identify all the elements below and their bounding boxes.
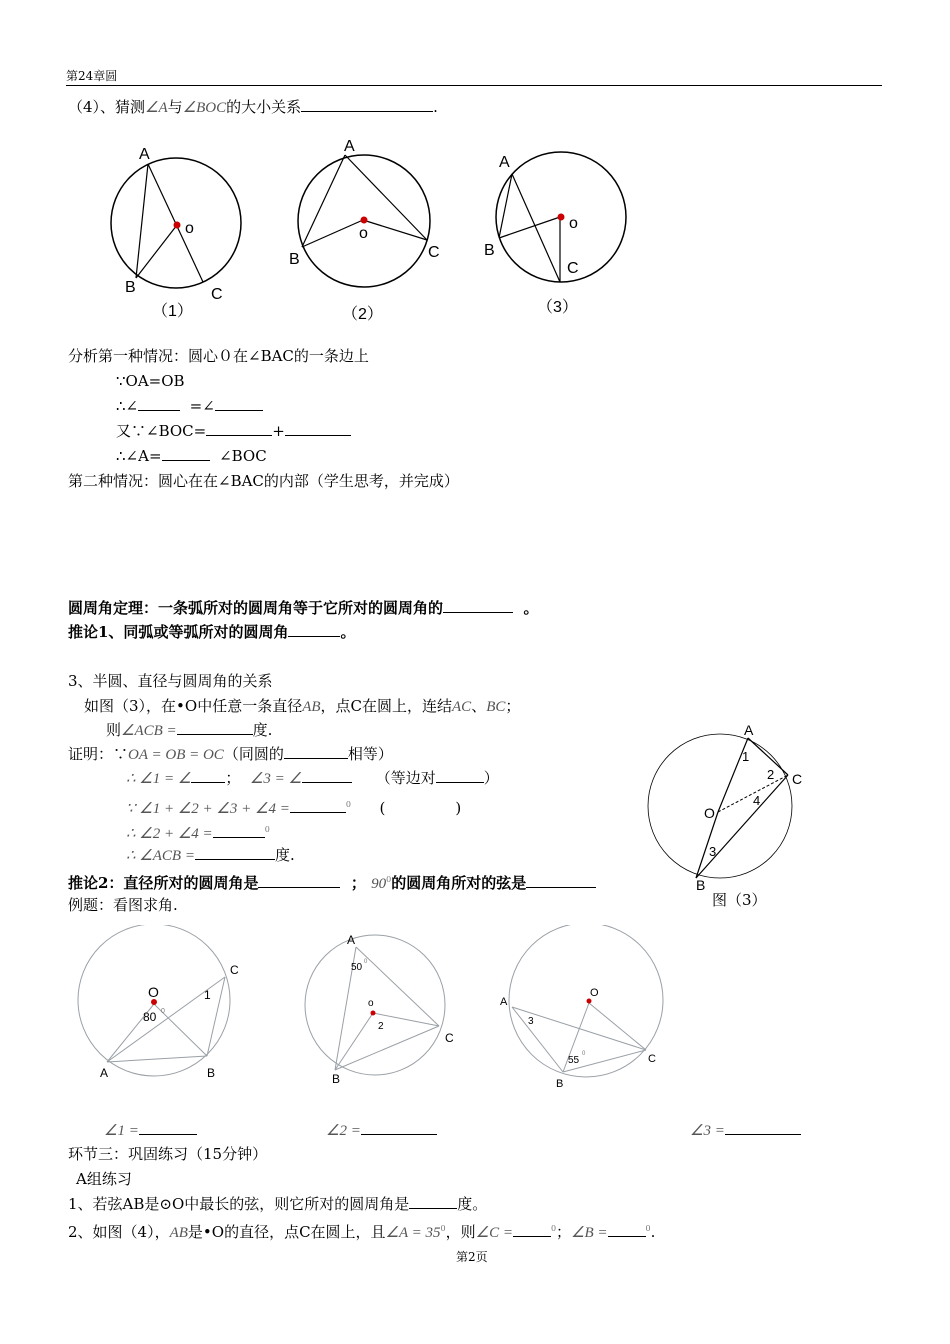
theorem-end: 。 [523,599,539,617]
p2-blank-3[interactable] [436,768,484,783]
q2d: ∠A = 35 [385,1225,441,1241]
theorem-text: 圆周角定理：一条弧所对的圆周角等于它所对的圆周角的 [68,599,444,617]
p2e: ） [483,769,499,787]
q4-angle-a: ∠A [145,100,168,116]
ex3-label-b: B [556,1078,564,1090]
s3-l1e: 、 [471,697,487,715]
fig3-label-a: A [499,154,510,171]
p1d: 相等） [347,745,393,763]
fig3r-label-c: C [792,771,803,787]
q1-blank[interactable] [409,1194,457,1209]
fig3-label-b: B [484,242,495,259]
p5a: ∴ ∠ACB = [126,848,195,864]
example-figure-1 [78,925,239,1080]
practice-q1 [68,1194,487,1214]
section3-title: 3、半圆、直径与圆周角的关系 [68,672,273,690]
p4b-degree: 0 [264,825,270,834]
cor2a: 推论2：直径所对的圆周角是 [68,874,259,892]
l3-blank-2[interactable] [285,421,351,436]
l4-blank[interactable] [162,446,210,461]
theorem-blank[interactable] [443,598,513,613]
p3d: ) [455,799,462,817]
ans3-blank[interactable] [725,1120,801,1135]
q4-text: （4）、猜测 [68,98,146,116]
p2a: ∴ ∠1 = ∠ [126,771,192,787]
l3-b: + [272,422,285,440]
cor2-blank-2[interactable] [526,873,596,888]
q2e-degree: 0 [440,1224,446,1233]
cor1-text: 推论1、同弧或等弧所对的圆周角 [68,623,289,641]
ex3-label-o: O [590,987,599,999]
p2c: ∠3 = ∠ [249,771,302,787]
fig3-label-o: o [569,215,578,232]
q1b: 度。 [457,1195,488,1213]
figure-3 [484,152,626,316]
figure-2 [289,138,440,323]
ex3-degree: 0 [582,1051,586,1057]
proof-line5 [126,845,295,866]
ex2-label-b: B [332,1072,341,1086]
fig3-label-c: C [567,260,579,277]
fig1-caption: （1） [152,303,193,320]
s3-l1a: 如图（3），在•O中任意一条直径 [84,697,303,715]
q1a: 1、若弦AB是⊙O中最长的弦，则它所对的圆周角是 [68,1195,410,1213]
fig3r-label-o: O [704,805,715,821]
ex1-angle-1: 1 [204,988,211,1002]
ex2-label-a: A [347,933,356,947]
analysis-line2 [116,396,263,416]
proof-line3 [126,795,461,819]
q4-angle-boc: ∠BOC [182,100,227,116]
q4-end: . [433,98,438,116]
section3-line2 [106,720,272,741]
cor1-blank[interactable] [288,622,340,637]
fig2-label-o: o [359,225,368,242]
practice-q2 [68,1219,655,1243]
ex2-angle-2: 2 [378,1021,384,1032]
answer-angle-2 [326,1120,437,1141]
l2-b: =∠ [189,397,215,415]
fig3r-angle-3: 3 [709,844,717,859]
ex2-degree: 0 [364,959,368,965]
proof-line4 [126,820,270,844]
ans1-blank[interactable] [139,1120,197,1135]
s3-l1b: AB [302,699,321,715]
l3-a: 又∵∠BOC= [116,422,207,440]
ex1-label-c: C [230,963,239,977]
p1b: OA = OB = OC [128,747,224,763]
q2a: 2、如图（4）， [68,1223,170,1241]
q2-blank-b[interactable] [608,1222,646,1237]
fig2-label-b: B [289,251,300,268]
analysis-case2: 第二种情况：圆心在在∠BAC的内部（学生思考，并完成） [68,472,459,490]
figure-1 [111,146,241,320]
s3-l2b: ∠ACB = [121,723,177,739]
ex3-angle-3: 3 [528,1016,534,1027]
p3b-degree: 0 [345,800,351,809]
analysis-case1: 分析第一种情况：圆心０在∠BAC的一条边上 [68,347,369,365]
ex1-label-a: A [100,1066,109,1080]
page-number: 第2页 [456,1250,488,1264]
s3-l2-blank[interactable] [177,720,253,735]
ex2-angle-50: 50 [351,962,363,973]
corollary-2 [68,870,596,894]
ans2-label: ∠2 = [326,1123,361,1139]
figure-3-diameter [640,718,820,918]
ans1-label: ∠1 = [104,1123,139,1139]
p3c: ( [379,799,386,817]
p5b: 度. [274,846,295,864]
ans2-blank[interactable] [361,1120,437,1135]
fig3r-angle-1: 1 [742,749,750,764]
cor2c: 90 [371,876,387,892]
fig3r-label-a: A [744,722,754,738]
l2-blank-2[interactable] [215,396,263,411]
fig2-caption: （2） [342,306,383,323]
q4-mid: 与 [167,98,183,116]
ex1-degree: 0 [161,1008,165,1015]
analysis-line3 [116,421,351,441]
ex1-label-b: B [207,1066,216,1080]
l3-blank-1[interactable] [206,421,272,436]
answer-angle-3 [690,1120,801,1141]
example-figure-3 [500,925,663,1090]
cor2d-degree: 0 [386,875,392,884]
q2c: 是•O的直径，点C在圆上，且 [187,1223,386,1241]
ans3-label: ∠3 = [690,1123,725,1139]
p2-blank-1[interactable] [191,768,225,783]
fig2-label-a: A [344,138,355,155]
fig3-caption: （3） [537,299,578,316]
p1a: 证明：∵ [68,745,129,763]
ex3-label-c: C [648,1053,656,1065]
practice-title: 环节三：巩固练习（15分钟） [68,1145,268,1163]
l4-a: ∴∠A= [116,447,162,465]
analysis-line1: ∵OA=OB [116,372,185,390]
q2j: ∠B = [571,1225,608,1241]
p4a: ∴ ∠2 + ∠4 = [126,826,213,842]
q2k-degree: 0 [645,1224,651,1233]
fig1-label-b: B [125,279,136,296]
l4-b: ∠BOC [219,447,267,465]
s3-l1f: BC [486,699,506,715]
p2b: ； [225,769,241,787]
example-figure-2 [305,933,454,1086]
figure-3-caption: 图（3） [712,891,767,909]
fig3r-label-b: B [696,877,706,893]
ex3-angle-55: 55 [568,1055,580,1066]
l2-blank-1[interactable] [138,396,180,411]
ex1-angle-80: 80 [143,1010,157,1024]
corollary-1 [68,622,355,642]
p2d: （等边对 [375,769,436,787]
p1c: （同圆的 [223,745,284,763]
s3-l1c: ，点C在圆上，连结 [320,697,453,715]
q2h-degree: 0 [550,1224,557,1233]
example-figures [70,925,680,1095]
s3-l1g: ； [505,697,521,715]
q4-tail: 的大小关系 [226,98,302,116]
p5-blank[interactable] [195,845,275,860]
q4-blank[interactable] [301,97,433,112]
question-4 [68,97,438,118]
analysis-line4 [116,446,267,466]
theorem-main [68,598,538,618]
header-rule [66,85,882,86]
fig3r-angle-2: 2 [767,767,775,782]
chapter-header: 第24章圆 [66,69,118,83]
ex2-label-o: o [368,998,374,1009]
practice-group: A组练习 [76,1170,132,1188]
ex1-label-o: O [148,984,159,1000]
ex3-label-a: A [500,996,508,1008]
p1-blank[interactable] [284,744,348,759]
cor2-blank-1[interactable] [258,873,340,888]
q2g: ∠C = [475,1225,513,1241]
answer-angle-1 [104,1120,197,1141]
proof-line2 [126,768,499,789]
q2i: ； [556,1223,572,1241]
s3-l2c: 度. [252,721,273,739]
q2l: . [650,1223,656,1241]
cor1-end: 。 [340,623,356,641]
p3-blank[interactable] [290,798,346,813]
proof-line1 [68,744,393,765]
ex2-label-c: C [445,1031,454,1045]
figure-row-1 [100,135,660,330]
s3-l1d: AC [452,699,472,715]
q2b: AB [169,1225,188,1241]
q2f: ，则 [445,1223,476,1241]
section3-line1 [84,696,520,717]
l2-a: ∴∠ [116,397,139,415]
p2-blank-2[interactable] [302,768,352,783]
cor2b: ； [350,874,366,892]
fig1-label-o: o [185,220,194,237]
q2-blank-c[interactable] [513,1222,551,1237]
fig3r-angle-4: 4 [753,793,761,808]
cor2e: 的圆周角所对的弦是 [391,874,527,892]
s3-l2a: 则 [106,721,122,739]
fig2-label-c: C [428,244,440,261]
p3a: ∵ ∠1 + ∠2 + ∠3 + ∠4 = [126,801,290,817]
fig1-label-a: A [139,146,150,163]
fig1-label-c: C [211,286,223,303]
example-heading: 例题：看图求角. [68,896,178,914]
p4-blank[interactable] [213,823,265,838]
